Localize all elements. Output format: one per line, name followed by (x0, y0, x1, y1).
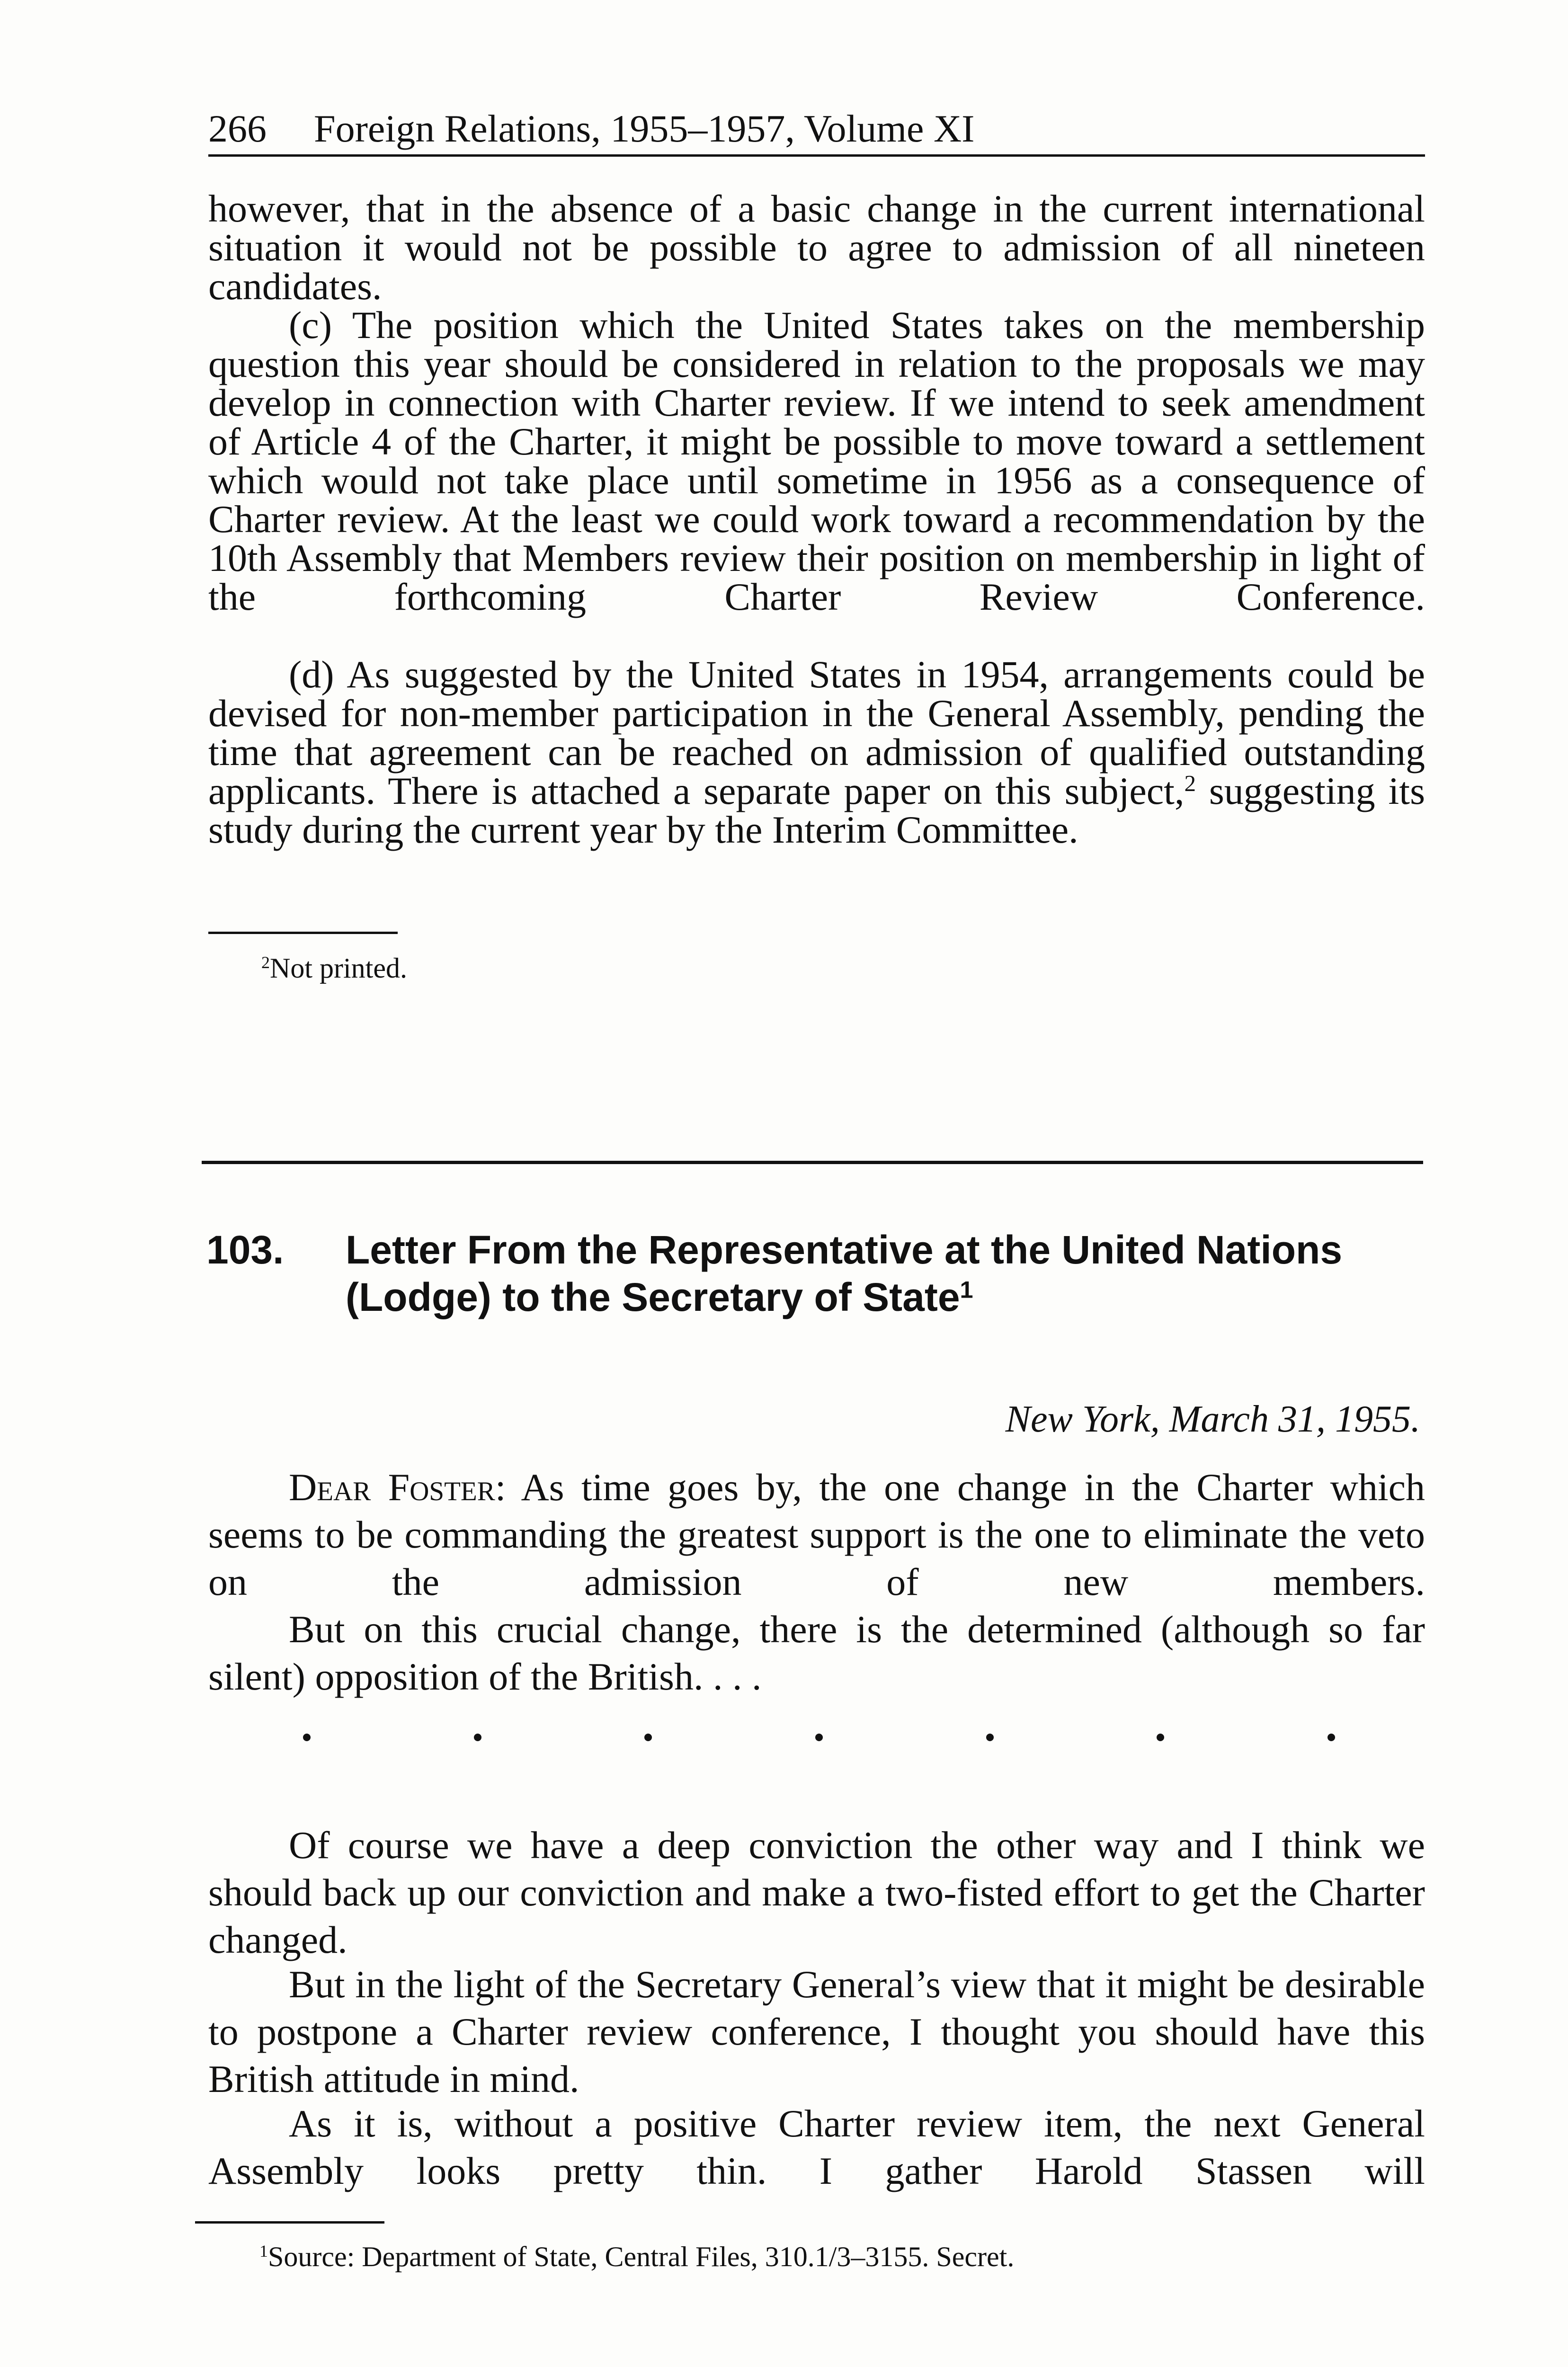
ellipsis-dot (1157, 1734, 1164, 1741)
ellipsis-dot (815, 1734, 823, 1741)
document-title-text: Letter From the Representative at the United Nations (Lodge) to the Secretary of State (346, 1228, 1343, 1319)
paragraph-b-continuation: however, that in the absence of a basic change in the current international situation it would not be possible to agree to admission of all nineteen candidates. (208, 187, 1425, 308)
running-header (208, 105, 1425, 157)
letter-paragraph-4: But in the light of the Secretary General’s view that it might be desirable to postpone a Charter review conference, I thought you should have this British attitude in mind. (208, 1963, 1425, 2100)
ellipsis-dot (644, 1734, 652, 1741)
letter-paragraph-2: But on this crucial change, there is the determined (although so far silent) opposition of the British. . . . (208, 1608, 1425, 1698)
footnote-1-marker: 1 (259, 2242, 268, 2261)
running-title: Foreign Relations, 1955–1957, Volume XI (314, 107, 975, 150)
paragraph-d (208, 655, 1425, 849)
letter-paragraph-1 (208, 1464, 1425, 1606)
ellipsis-dot (474, 1734, 481, 1741)
salutation: Dear Foster: (289, 1466, 506, 1509)
dateline: New York, March 31, 1955. (1005, 1398, 1420, 1440)
letter-paragraph-1-text: As time goes by, the one change in the Charter which seems to be commanding the greatest support is the one to eliminate the veto on the admission of new members. (208, 1466, 1425, 1603)
paragraph-d-text: (d) As suggested by the United States in 1954, arrangements could be devised for non-member participation in the General Assembly, pending the time that agreement can be reached on admission of qualified outstanding applicants. There is attached a separate paper on this subject, (208, 653, 1425, 812)
document-title (346, 1226, 1434, 1321)
omission-ellipsis (303, 1723, 1335, 1752)
document-number: 103. (206, 1228, 284, 1272)
letter-paragraph-3: Of course we have a deep conviction the other way and I think we should back up our conviction and make a two-fisted effort to get the Charter changed. (208, 1824, 1425, 1961)
ellipsis-dot (986, 1734, 994, 1741)
footnote-1 (259, 2240, 1014, 2273)
footnote-1-text: Source: Department of State, Central Files, 310.1/3–3155. Secret. (268, 2241, 1015, 2272)
section-divider (202, 1161, 1423, 1164)
footnote-divider (208, 932, 398, 934)
page-number: 266 (208, 107, 267, 150)
footnote-divider (195, 2221, 384, 2224)
ellipsis-dot (303, 1734, 311, 1741)
footnote-2-marker: 2 (261, 953, 270, 972)
ellipsis-dot (1327, 1734, 1335, 1741)
footnote-2 (261, 952, 407, 985)
paragraph-c: (c) The position which the United States takes on the membership question this year should be considered in relation to the proposals we may develop in connection with Charter review. If we intend to seek amendment of Article 4 of the Charter, it might be possible to move toward a settlement which would not take place until sometime in 1956 as a consequence of Charter review. At the least we could work toward a recommendation by the 10th Assembly that Members review their position on membership in light of the forthcoming Charter Review Conference. (208, 303, 1425, 618)
footnote-ref-2: 2 (1184, 770, 1196, 796)
footnote-2-text: Not printed. (270, 952, 407, 984)
paragraph-d-text-end: suggesting its study during the current year by the Interim Committee. (208, 769, 1425, 851)
footnote-ref-1: 1 (960, 1276, 973, 1303)
letter-paragraph-5: As it is, without a positive Charter review item, the next General Assembly looks pretty thin. I gather Harold Stassen will (208, 2102, 1425, 2192)
